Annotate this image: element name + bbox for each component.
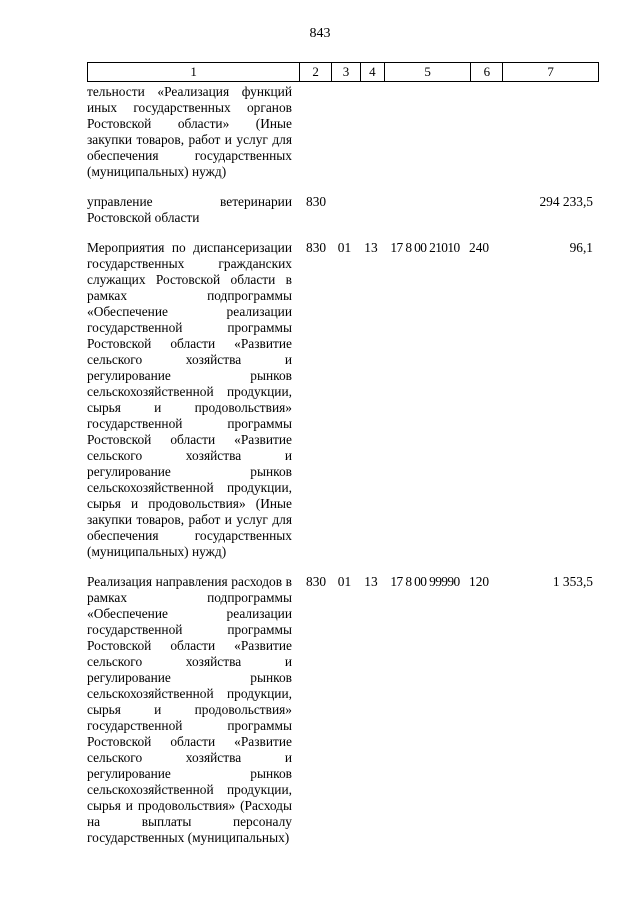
table-body	[87, 84, 599, 846]
header-col-6: 6	[471, 63, 503, 81]
table-row	[87, 84, 599, 180]
table-row	[87, 574, 599, 846]
row-expense-type: 240	[469, 240, 490, 255]
header-col-4: 4	[361, 63, 385, 81]
row-description: Реализация направления расходов в рамках подпрограммы «Обеспечение реализации государственной программы Ростовской области «Развитие сельского хозяйства и регулирование рынков сельскохозяйственной продукции, сырья и продовольствия» государственной программы Ростовской области «Развитие сельского хозяйства и регулирование рынков сельскохозяйственной продукции, сырья и продовольствия» (Расходы на выплаты персоналу государственных (муниципальных)	[87, 574, 292, 845]
table-row	[87, 240, 599, 560]
row-description: Мероприятия по диспансеризации государственных гражданских служащих Ростовской области в рамках подпрограммы «Обеспечение реализации государственной программы Ростовской области «Развитие сельского хозяйства и регулирование рынков сельскохозяйственной продукции, сырья и продовольствия» государственной программы Ростовской области «Развитие сельского хозяйства и регулирование рынков сельскохозяйственной продукции, сырья и продовольствия» (Иные закупки товаров, работ и услуг для обеспечения государственных (муниципальных) нужд)	[87, 240, 292, 559]
row-ministry-code: 830	[306, 574, 327, 589]
row-section: 01	[337, 240, 352, 255]
row-subsection: 13	[364, 240, 378, 255]
row-amount: 1 353,5	[552, 574, 593, 589]
table-row	[87, 194, 599, 226]
table-header	[87, 62, 599, 82]
row-amount: 96,1	[569, 240, 593, 255]
header-col-1: 1	[88, 63, 300, 81]
row-expense-type: 120	[469, 574, 490, 589]
row-target-item: 17 8 00 99990	[390, 574, 460, 589]
header-col-2: 2	[300, 63, 332, 81]
row-subsection: 13	[364, 574, 378, 589]
row-ministry-code: 830	[306, 194, 327, 209]
header-col-3: 3	[332, 63, 361, 81]
row-section: 01	[337, 574, 352, 589]
row-amount: 294 233,5	[539, 194, 593, 209]
page-number: 843	[309, 26, 331, 41]
header-col-5: 5	[385, 63, 472, 81]
row-description: тельности «Реализация функций иных государственных органов Ростовской области» (Иные закупки товаров, работ и услуг для обеспечения государственных (муниципальных) нужд)	[87, 84, 292, 179]
header-col-7: 7	[547, 64, 554, 79]
row-target-item: 17 8 00 21010	[390, 240, 460, 255]
row-description: управление ветеринарии Ростовской области	[87, 194, 292, 225]
row-ministry-code: 830	[306, 240, 327, 255]
